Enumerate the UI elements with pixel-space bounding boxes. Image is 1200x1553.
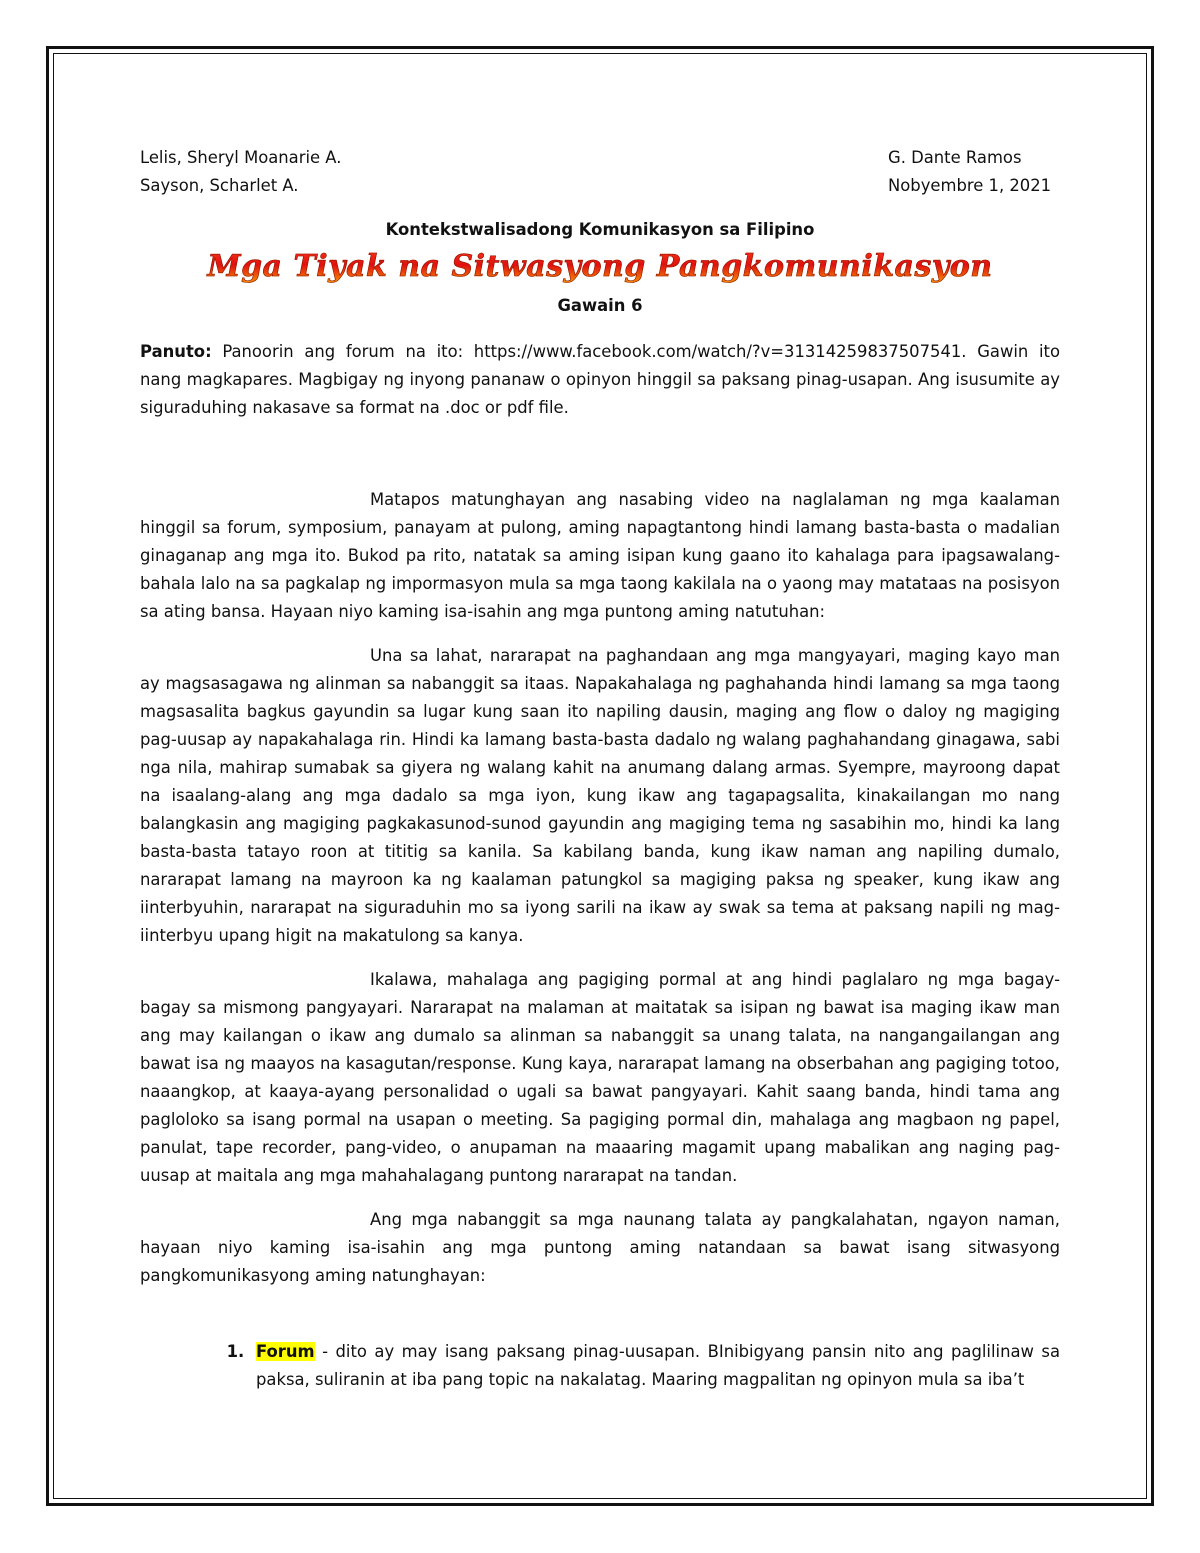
list-item-text: - dito ay may isang paksang pinag-uusapan. BInibigyang pansin nito ang paglilinaw sa paksa, suliranin at iba pang topic na nakalatag. Maaring magpalitan ng opinyon mula sa iba’t — [256, 1342, 1060, 1389]
submission-date: Nobyembre 1, 2021 — [888, 176, 1052, 195]
document-body — [140, 144, 1060, 1394]
list-item — [250, 1338, 1060, 1394]
author-1: Lelis, Sheryl Moanarie A. — [140, 148, 342, 167]
teacher-name: G. Dante Ramos — [888, 148, 1022, 167]
activity-label: Gawain 6 — [557, 296, 643, 315]
instructions-label: Panuto: — [140, 342, 212, 361]
paragraph-3: Ikalawa, mahalaga ang pagiging pormal at ang hindi paglalaro ng mga bagay-bagay sa mismong pangyayari. Nararapat na malaman at maitatak sa isipan ng bawat isa maging ikaw man ang may kailangan o ikaw ang dumalo sa alinman sa nabanggit sa unang talata, na nangangailangan ang bawat isa ng maayos na kasagutan/response. Kung kaya, nararapat lamang na obserbahan ang pagiging totoo, naaangkop, at kaaya-ayang personalidad o ugali sa bawat pangyayari. Kahit saang banda, hindi tama ang pagloloko sa isang pormal na usapan o meeting. Sa pagiging pormal din, mahalaga ang magbaon ng papel, panulat, tape recorder, pang-video, o anupaman na maaaring magamit upang mabalikan ang naging pag-uusap at maitala ang mga mahahalagang puntong nararapat na tandan. — [140, 970, 1060, 1185]
instructions — [140, 338, 1060, 422]
list-item-term: Forum — [256, 1342, 315, 1361]
header-row-2 — [140, 172, 1060, 200]
paragraph-2: Una sa lahat, nararapat na paghandaan ang mga mangyayari, maging kayo man ay magsasagawa ng alinman sa nabanggit sa itaas. Napakahalaga ng paghahanda hindi lamang sa mga taong magsasalita bagkus gayundin sa lugar kung saan ito napiling dausin, maging ang flow o daloy ng magiging pag-uusap ay napakahalaga rin. Hindi ka lamang basta-basta dadalo ng walang paghahandang ginagawa, sabi nga nila, mahirap sumabak sa giyera ng walang kahit na anumang dalang armas. Syempre, mayroong dapat na isaalang-alang ang mga dadalo sa mga iyon, kung ikaw ang tagapagsalita, kinakailangan mo nang balangkasin ang magiging pagkakasunod-sunod gayundin ang magiging tema ng sasabihin mo, hindi ka lang basta-basta tatayo roon at tititig sa kanila. Sa kabilang banda, kung ikaw naman ang napiling dumalo, nararapat lamang na mayroon ka ng kaalaman patungkol sa magiging paksa ng speaker, kung ikaw ang iinterbyuhin, nararapat na siguraduhin mo sa iyong sarili na ikaw ay swak sa tema at paksang napili ng mag-iinterbyu upang higit na makatulong sa kanya. — [140, 646, 1060, 945]
subject-title: Kontekstwalisadong Komunikasyon sa Filipino — [385, 220, 815, 239]
author-2: Sayson, Scharlet A. — [140, 176, 299, 195]
decorative-title: Mga Tiyak na Sitwasyong Pangkomunikasyon — [140, 246, 1060, 288]
instructions-text: Panoorin ang forum na ito: https://www.facebook.com/watch/?v=3131425983750754​1. Gawin ito nang magkapares. Magbigay ng inyong pananaw o opinyon hinggil sa paksang pinag-usapan. Ang isusumite ay siguraduhing nakasave sa format na .doc or pdf file. — [140, 342, 1060, 417]
paragraph-4: Ang mga nabanggit sa mga naunang talata ay pangkalahatan, ngayon naman, hayaan niyo kaming isa-isahin ang mga puntong aming natandaan sa bawat isang sitwasyong pangkomunikasyong aming natunghayan: — [140, 1210, 1060, 1285]
paragraph-1: Matapos matunghayan ang nasabing video na naglalaman ng mga kaalaman hinggil sa forum, symposium, panayam at pulong, aming napagtantong hindi lamang basta-basta o madalian ginaganap ang mga ito. Bukod pa rito, natatak sa aming isipan kung gaano ito kahalaga para ipagsawalang-bahala lalo na sa pagkalap ng impormasyon mula sa mga taong kakilala na o yaong may matataas na posisyon sa ating bansa. Hayaan niyo kaming isa-isahin ang mga puntong aming natutuhan: — [140, 490, 1060, 621]
header-row-1 — [140, 144, 1060, 172]
situations-list — [140, 1338, 1060, 1394]
